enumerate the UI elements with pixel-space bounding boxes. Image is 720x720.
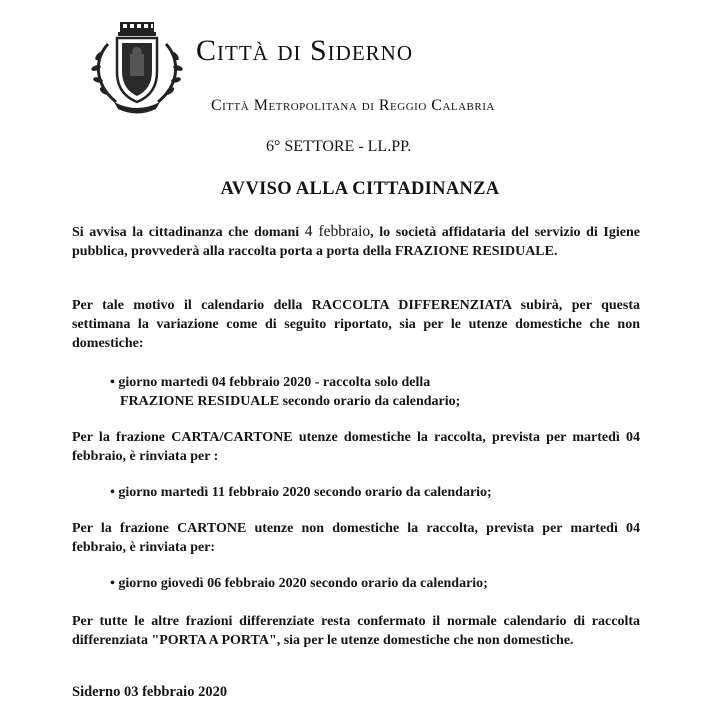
notice-title: AVVISO ALLA CITTADINANZA [220, 179, 500, 199]
bullet-cardboard-date: • giorno giovedì 06 febbraio 2020 secondo orario da calendario; [110, 576, 488, 591]
coat-of-arms-icon [86, 14, 188, 116]
city-title: Città di Siderno [196, 34, 413, 67]
intro-date: 4 febbraio [304, 223, 371, 240]
bullet-residual-line1: • giorno martedì 04 febbraio 2020 - raccolta solo della [110, 375, 431, 390]
sector-label: 6° SETTORE - LL.PP. [266, 138, 412, 155]
paragraph-paper: Per la frazione CARTA/CARTONE utenze domestiche la raccolta, prevista per martedì 04 febbraio, è rinviata per : [72, 430, 640, 464]
metropolitan-city: Città Metropolitana di Reggio Calabria [211, 97, 495, 114]
paragraph-reason: Per tale motivo il calendario della RACCOLTA DIFFERENZIATA subirà, per questa settimana la variazione come di seguito riportato, sia per le utenze domestiche che non domestiche: [72, 298, 640, 351]
intro-part-2: , lo società affidataria del servizio di Igiene pubblica, provvederà alla raccolta porta a porta della FRAZIONE RESIDUALE. [72, 225, 640, 259]
intro-part-1: Si avvisa la cittadinanza che domani [72, 225, 305, 240]
paragraph-cardboard: Per la frazione CARTONE utenze non domestiche la raccolta, prevista per martedì 04 febbraio, è rinviata per: [72, 521, 640, 555]
paragraph-intro [72, 222, 640, 261]
bullet-residual-line2: FRAZIONE RESIDUALE secondo orario da calendario; [120, 394, 461, 409]
bullet-paper-date: • giorno martedì 11 febbraio 2020 secondo orario da calendario; [110, 485, 492, 500]
signoff-date: Siderno 03 febbraio 2020 [72, 684, 228, 700]
paragraph-other-fractions: Per tutte le altre frazioni differenziate resta confermato il normale calendario di raccolta differenziata "PORTA A PORTA", sia per le utenze domestiche che non domestiche. [72, 614, 640, 648]
